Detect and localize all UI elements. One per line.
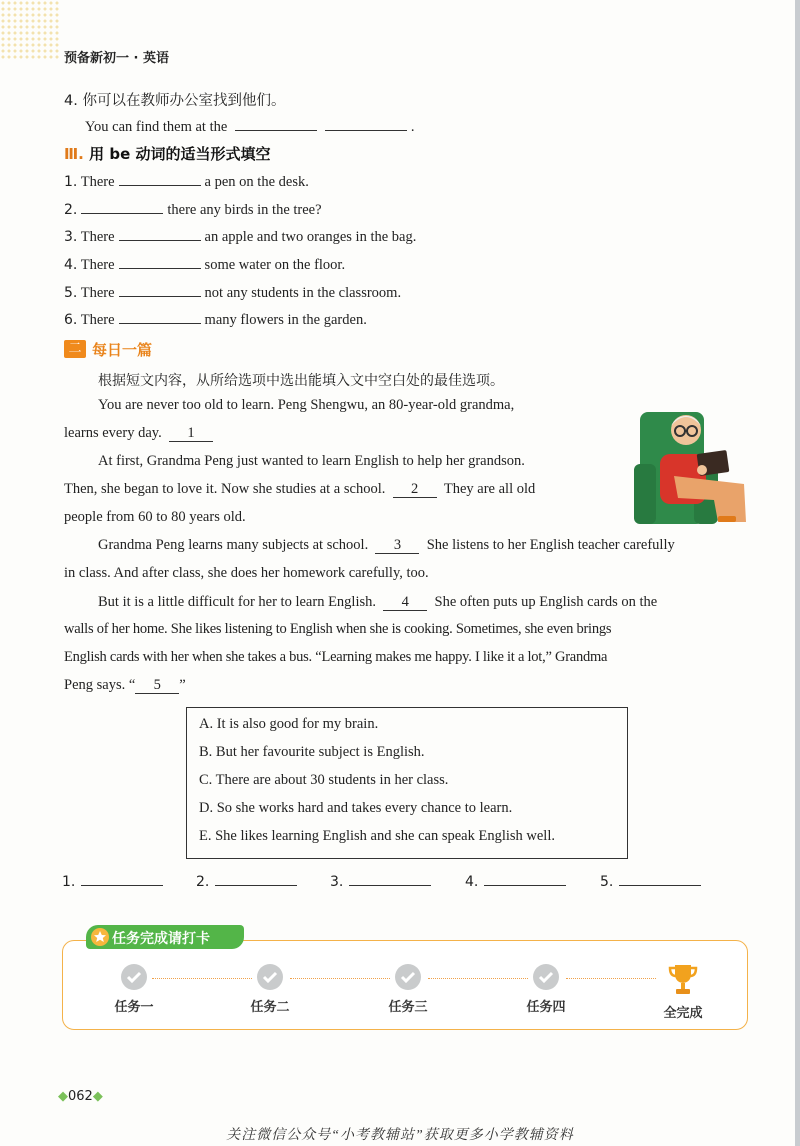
task-step-label: 全完成 [663, 1006, 703, 1021]
passage-line: Grandma Peng learns many subjects at school. 3 She listens to her English teacher carefully [98, 537, 675, 553]
progress-connector [290, 978, 390, 979]
passage-line: But it is a little difficult for her to learn English. 4 She often puts up English cards on the [98, 594, 658, 610]
option-d: D. So she works hard and takes every chance to learn. [199, 800, 513, 816]
fill-item-1: 1. There a pen on the desk. [64, 171, 309, 191]
answer-slot-4[interactable]: 4. [465, 871, 566, 890]
passage-line: Then, she began to love it. Now she studies at a school. 2 They are all old [64, 481, 536, 497]
section-badge: 二 [64, 340, 86, 358]
option-c: C. There are about 30 students in her class. [199, 772, 449, 788]
passage-line: Peng says. “ 5 ” [64, 677, 186, 693]
fill-item-6: 6. There many flowers in the garden. [64, 309, 367, 329]
trophy-icon [668, 962, 698, 996]
answer-blank[interactable] [119, 309, 201, 324]
section-number: Ⅲ. [64, 145, 84, 163]
fill-item-5: 5. There not any students in the classroom. [64, 282, 401, 302]
passage-line: learns every day. 1 [64, 425, 213, 442]
check-icon [533, 964, 559, 990]
task-step-complete[interactable] [653, 962, 713, 1021]
passage-blank-4[interactable]: 4 [383, 594, 427, 611]
answer-blank[interactable] [119, 226, 201, 241]
daily-reading-title: 每日一篇 [92, 341, 153, 359]
task-step-label: 任务三 [388, 1000, 428, 1015]
task-step-label: 任务二 [250, 1000, 290, 1015]
passage-blank-5[interactable]: 5 [135, 677, 179, 694]
section-3-heading [64, 143, 270, 164]
sentence-suffix: . [410, 119, 415, 135]
passage-blank-1[interactable]: 1 [169, 425, 213, 442]
progress-connector [566, 978, 656, 979]
passage-line: At first, Grandma Peng just wanted to learn English to help her grandson. [98, 453, 525, 469]
page-header-title: 预备新初一 · 英语 [64, 51, 169, 66]
passage-blank-2[interactable]: 2 [393, 481, 437, 498]
progress-connector [428, 978, 528, 979]
passage-line: in class. And after class, she does her homework carefully, too. [64, 565, 429, 581]
check-icon [395, 964, 421, 990]
task-step-label: 任务一 [114, 1000, 154, 1015]
option-b: B. But her favourite subject is English. [199, 744, 425, 760]
answer-slot-1[interactable]: 1. [62, 871, 163, 890]
check-icon [257, 964, 283, 990]
answer-blank[interactable] [119, 171, 201, 186]
answer-blank[interactable] [119, 282, 201, 297]
passage-line: English cards with her when she takes a bus. “Learning makes me happy. I like it a lot,” Grandma [64, 649, 608, 665]
corner-dot-pattern [0, 0, 60, 60]
answer-blank[interactable] [81, 199, 163, 214]
question-4-english [85, 116, 415, 136]
passage-line: walls of her home. She likes listening to English when she is cooking. Sometimes, she even brings [64, 621, 612, 637]
medal-icon [90, 927, 110, 947]
grandma-reading-icon [634, 404, 752, 528]
check-icon [121, 964, 147, 990]
task-checkin-tag: 任务完成请打卡 [86, 925, 244, 949]
question-4-chinese [64, 89, 285, 110]
task-step-3[interactable] [378, 964, 438, 1015]
fill-item-3: 3. There an apple and two oranges in the bag. [64, 226, 416, 246]
question-number: 4. [64, 93, 78, 109]
task-step-1[interactable] [104, 964, 164, 1015]
task-step-2[interactable] [240, 964, 300, 1015]
passage-line: people from 60 to 80 years old. [64, 509, 246, 525]
task-step-label: 任务四 [526, 1000, 566, 1015]
passage-blank-3[interactable]: 3 [375, 537, 419, 554]
fill-item-2: 2. there any birds in the tree? [64, 199, 322, 219]
passage-line: You are never too old to learn. Peng Shengwu, an 80-year-old grandma, [98, 397, 515, 413]
answer-slot-5[interactable]: 5. [600, 871, 701, 890]
progress-connector [152, 978, 252, 979]
section-title: 用 be 动词的适当形式填空 [89, 145, 271, 163]
option-a: A. It is also good for my brain. [199, 716, 379, 732]
answer-slot-2[interactable]: 2. [196, 871, 297, 890]
page-number: ◆062◆ [58, 1089, 103, 1104]
answer-blank[interactable] [235, 116, 317, 131]
answer-slot-3[interactable]: 3. [330, 871, 431, 890]
task-step-4[interactable] [516, 964, 576, 1015]
answer-blank[interactable] [325, 116, 407, 131]
grandma-reading-illustration [634, 404, 752, 528]
footer-promo-text: 关注微信公众号“小考教辅站”获取更多小学教辅资料 [226, 1128, 574, 1143]
fill-item-4: 4. There some water on the floor. [64, 254, 345, 274]
options-box [186, 707, 628, 859]
answer-row [62, 871, 722, 893]
page-edge [795, 0, 800, 1146]
daily-instruction: 根据短文内容，从所给选项中选出能填入文中空白处的最佳选项。 [98, 373, 504, 389]
sentence-prefix: You can find them at the [85, 119, 228, 135]
option-e: E. She likes learning English and she can speak English well. [199, 828, 555, 844]
question-text: 你可以在教师办公室找到他们。 [82, 93, 286, 109]
answer-blank[interactable] [119, 254, 201, 269]
